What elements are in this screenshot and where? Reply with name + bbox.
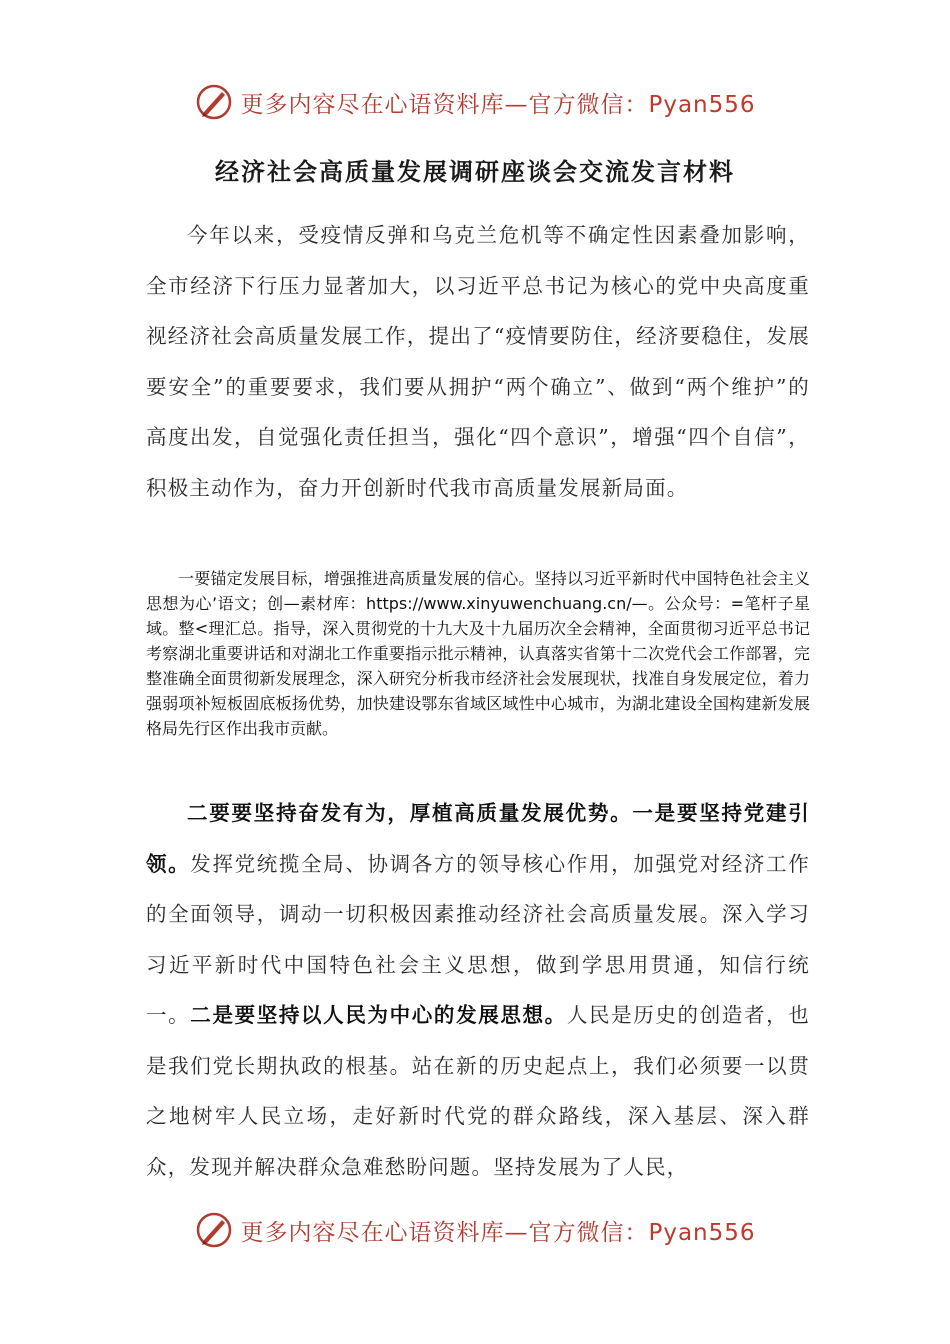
wechat-id: Pyan556 bbox=[648, 1219, 756, 1246]
point-1-text: 发挥党统揽全局、协调各方的领导核心作用，加强党对经济工作的全面领导，调动一切积极因素推动经济社会高质量发展。深入学习习近平新时代中国特色社会主义思想，做到学思用贯通，知信行统一。 bbox=[146, 851, 810, 1027]
header-banner bbox=[0, 80, 950, 124]
footer-banner bbox=[0, 1208, 950, 1252]
page-title: 经济社会高质量发展调研座谈会交流发言材料 bbox=[215, 158, 735, 186]
pen-logo-icon bbox=[194, 82, 234, 122]
point-1-label: 一是要坚持党建引领。 bbox=[146, 801, 810, 876]
section-heading: 二要要坚持奋发有为，厚植高质量发展优势。 bbox=[187, 801, 633, 825]
banner-label: 更多内容尽在心语资料库—官方微信： bbox=[240, 91, 649, 118]
paragraph-1: 今年以来，受疫情反弹和乌克兰危机等不确定性因素叠加影响，全市经济下行压力显著加大，以习近平总书记为核心的党中央高度重视经济社会高质量发展工作，提出了“疫情要防住，经济要稳住，发展要安全”的重要要求，我们要从拥护“两个确立”、做到“两个维护”的高度出发，自觉强化责任担当，强化“四个意识”，增强“四个自信”，积极主动作为，奋力开创新时代我市高质量发展新局面。 bbox=[146, 223, 810, 500]
wechat-id: Pyan556 bbox=[648, 91, 756, 118]
paragraph-3 bbox=[146, 788, 810, 1192]
banner-label: 更多内容尽在心语资料库—官方微信： bbox=[240, 1219, 649, 1246]
point-2-text: 人民是历史的创造者，也是我们党长期执政的根基。站在新的历史起点上，我们必须要一以贯之地树牢人民立场，走好新时代党的群众路线，深入基层、深入群众，发现并解决群众急难愁盼问题。坚持发展为了人民， bbox=[146, 1003, 810, 1179]
point-2-label: 二是要坚持以人民为中心的发展思想。 bbox=[190, 1003, 567, 1027]
paragraph-2: 一要锚定发展目标，增强推进高质量发展的信心。坚持以习近平新时代中国特色社会主义思想为心’语文；创—素材库：https://www.xinyuwenchuang.cn/—。公众号：=笔杆子星域。整<理汇总。指导，深入贯彻党的十九大及十九届历次全会精神，全面贯彻习近平总书记考察湖北重要讲话和对湖北工作重要指示批示精神，认真落实省第十二次党代会工作部署，完整准确全面贯彻新发展理念，深入研究分析我市经济社会发展现状，找准自身发展定位，着力强弱项补短板固底板扬优势，加快建设鄂东省域区域性中心城市，为湖北建设全国构建新发展格局先行区作出我市贡献。 bbox=[146, 569, 810, 738]
banner-text bbox=[240, 86, 755, 119]
banner-text bbox=[240, 1214, 755, 1247]
pen-logo-icon bbox=[194, 1210, 234, 1250]
